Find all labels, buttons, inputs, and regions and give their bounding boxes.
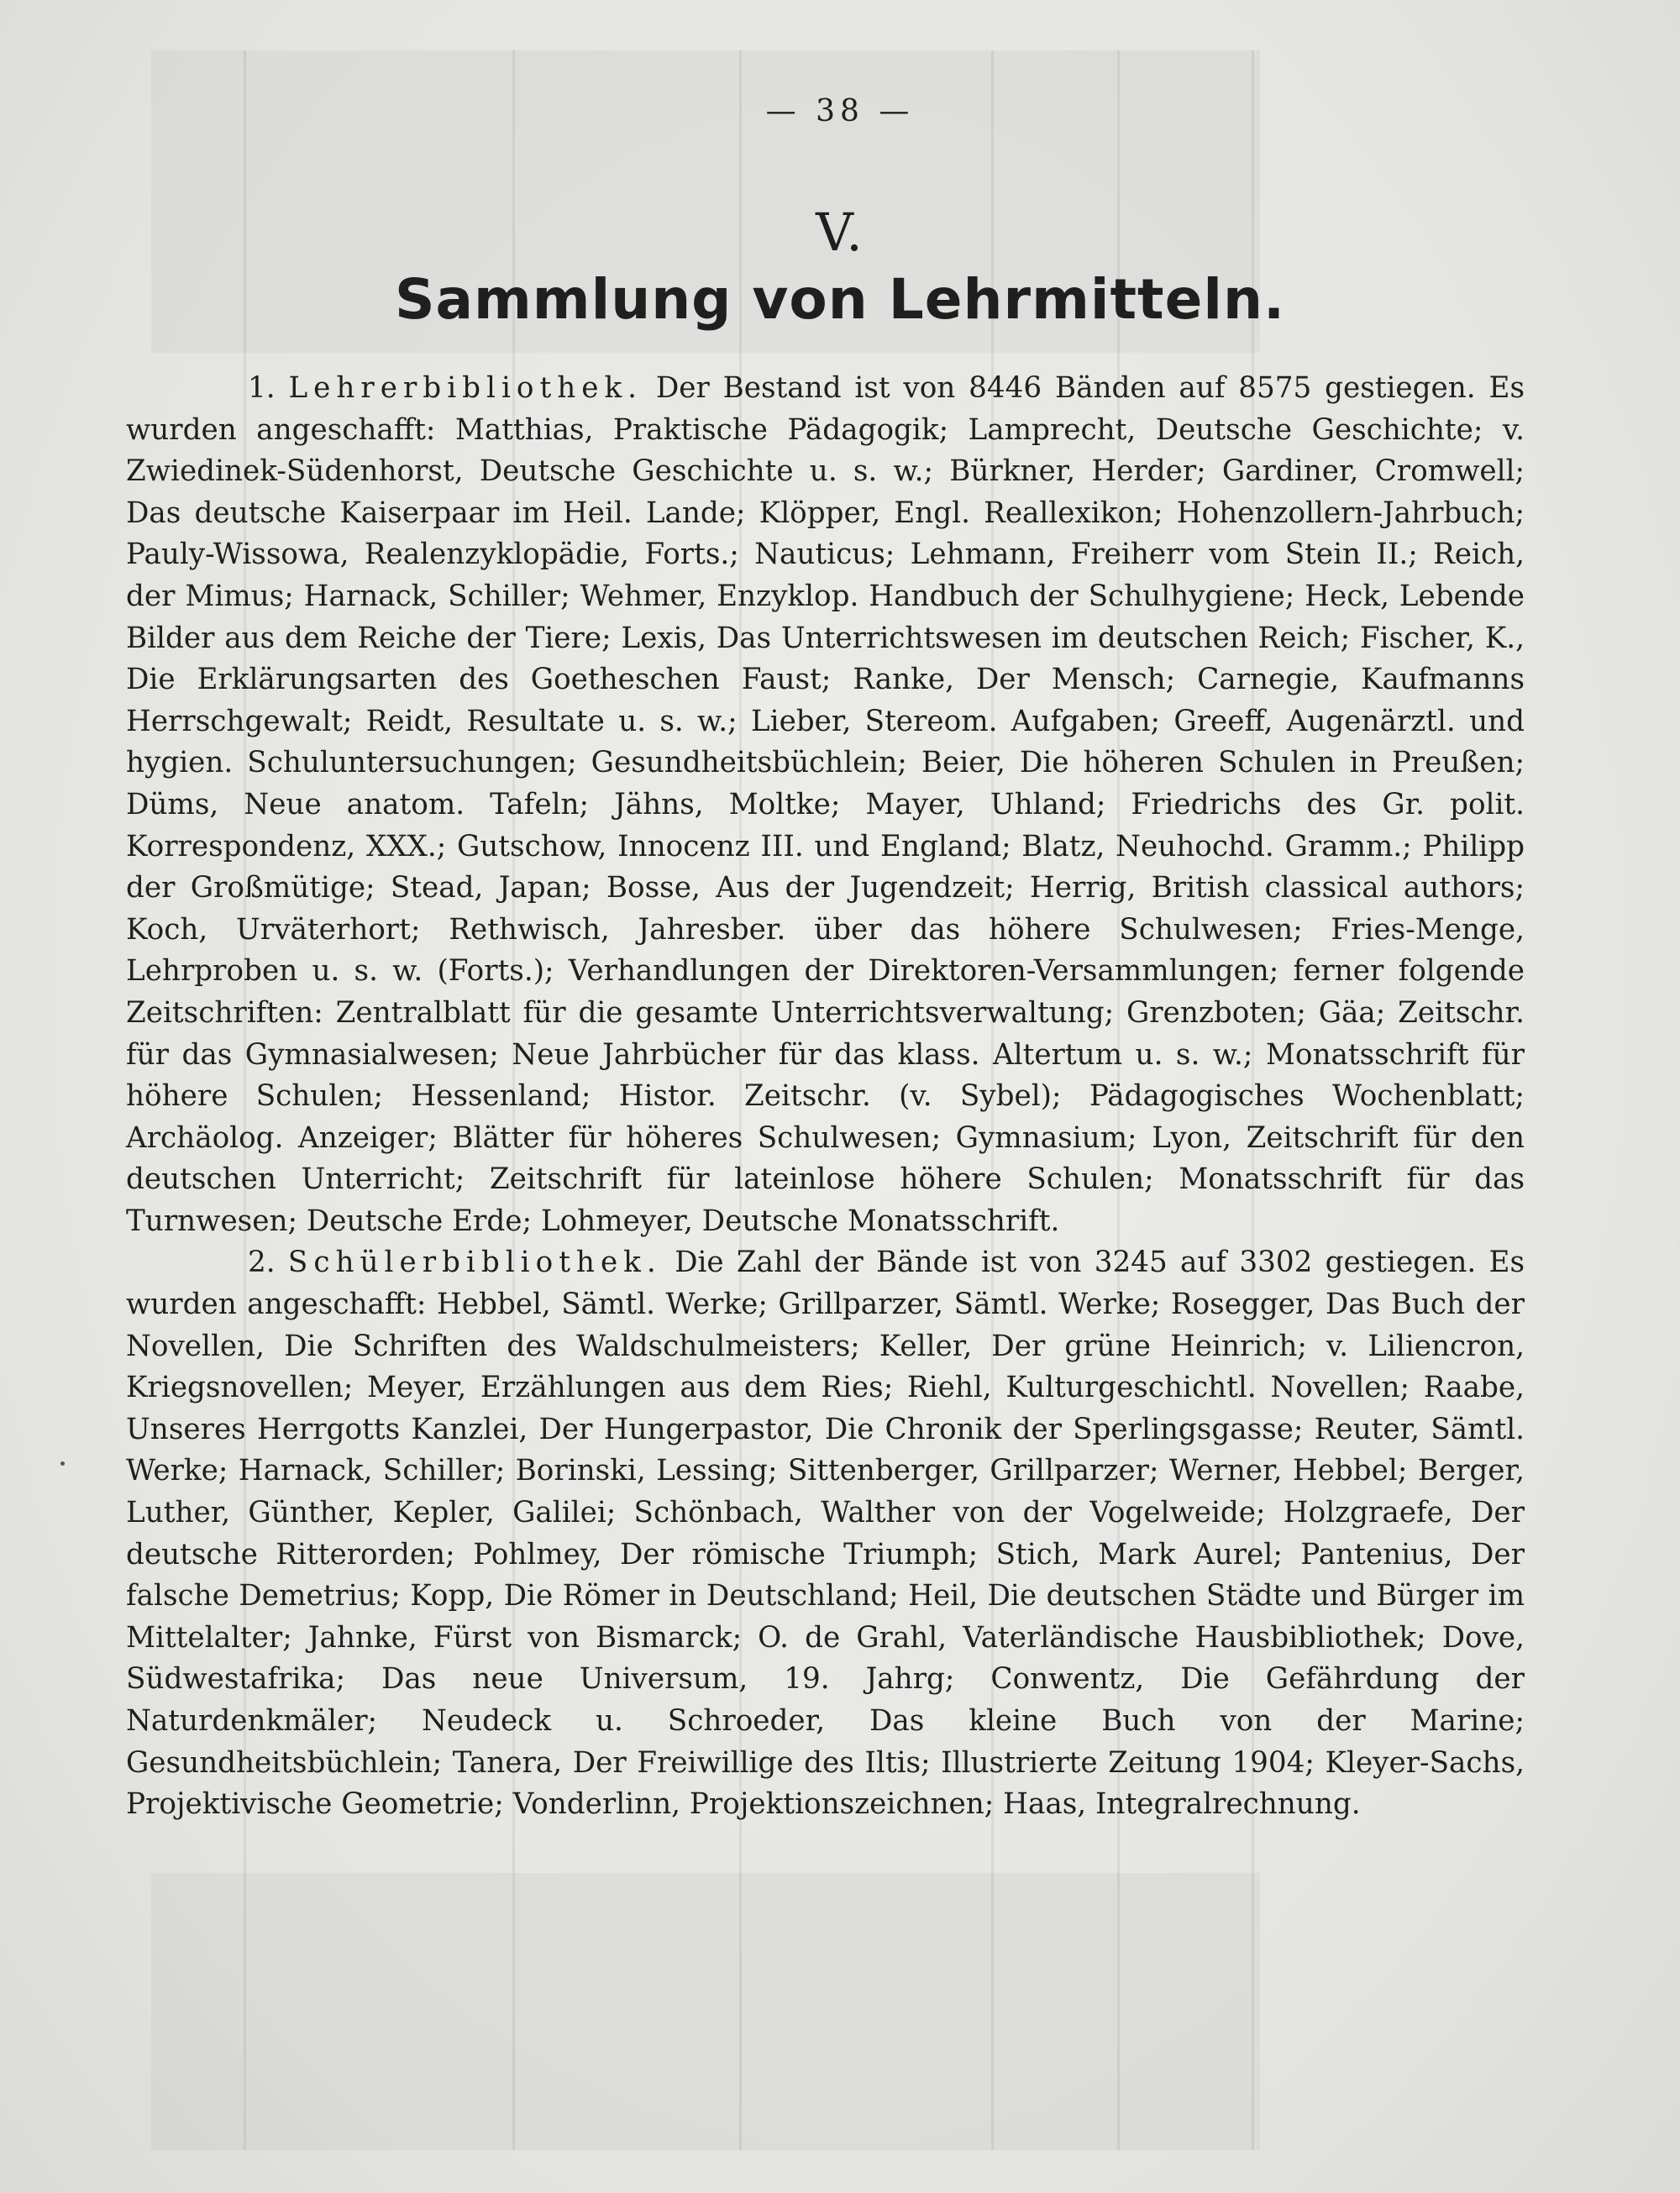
show-through-bottom — [151, 1873, 1260, 2150]
body-text — [126, 368, 1525, 1826]
section-text: Der Bestand ist von 8446 Bänden auf 8575 gestiegen. Es wurden angeschafft: Matthias, Praktische Pädagogik; Lamprecht, Deutsche Geschichte; v. Zwiedinek-Südenhorst, Deutsche Geschichte u. s. w.; Bürkner, Herder; Gardiner, Cromwell; Das deutsche Kaiserpaar im Heil. Lande; Klöpper, Engl. Reallexikon; Hohenzollern-Jahrbuch; Pauly-Wissowa, Realenzyklopädie, Forts.; Nauticus; Lehmann, Freiherr vom Stein II.; Reich, der Mimus; Harnack, Schiller; Wehmer, Enzyklop. Handbuch der Schulhygiene; Heck, Lebende Bilder aus dem Reiche der Tiere; Lexis, Das Unterrichtswesen im deutschen Reich; Fischer, K., Die Erklärungsarten des Goetheschen Faust; Ranke, Der Mensch; Carnegie, Kaufmanns Herrschgewalt; Reidt, Resultate u. s. w.; Lieber, Stereom. Aufgaben; Greeff, Augenärztl. und hygien. Schuluntersuchungen; Gesundheitsbüchlein; Beier, Die höheren Schulen in Preußen; Düms, Neue anatom. Tafeln; Jähns, Moltke; Mayer, Uhland; Friedrichs des Gr. polit. Korrespondenz, XXX.; Gutschow, Innocenz III. und England; Blatz, Neuhochd. Gramm.; Philipp der Großmütige; Stead, Japan; Bosse, Aus der Jugendzeit; Herrig, British classical authors; Koch, Urväterhort; Rethwisch, Jahresber. über das höhere Schulwesen; Fries-Menge, Lehrproben u. s. w. (Forts.); Verhandlungen der Direktoren-Versammlungen; ferner folgende Zeitschriften: Zentralblatt für die gesamte Unterrichtsverwaltung; Grenzboten; Gäa; Zeitschr. für das Gymnasialwesen; Neue Jahrbücher für das klass. Altertum u. s. w.; Monatsschrift für höhere Schulen; Hessenland; Histor. Zeitschr. (v. Sybel); Pädagogisches Wochenblatt; Archäolog. Anzeiger; Blätter für höheres Schulwesen; Gymnasium; Lyon, Zeitschrift für den deutschen Unterricht; Zeitschrift für lateinlose höhere Schulen; Monatsschrift für das Turnwesen; Deutsche Erde; Lohmeyer, Deutsche Monatsschrift. — [126, 371, 1525, 1238]
section-number: 1. — [248, 371, 276, 405]
section-heading: Lehrerbibliothek. — [288, 371, 643, 405]
section-text: Die Zahl der Bände ist von 3245 auf 3302 gestiegen. Es wurden angeschafft: Hebbel, Sämtl. Werke; Grillparzer, Sämtl. Werke; Rosegger, Das Buch der Novellen, Die Schriften des Waldschulmeisters; Keller, Der grüne Heinrich; v. Liliencron, Kriegsnovellen; Meyer, Erzählungen aus dem Ries; Riehl, Kulturgeschichtl. Novellen; Raabe, Unseres Herrgotts Kanzlei, Der Hungerpastor, Die Chronik der Sperlingsgasse; Reuter, Sämtl. Werke; Harnack, Schiller; Borinski, Lessing; Sittenberger, Grillparzer; Werner, Hebbel; Berger, Luther, Günther, Kepler, Galilei; Schönbach, Walther von der Vogelweide; Holzgraefe, Der deutsche Ritterorden; Pohlmey, Der römische Triumph; Stich, Mark Aurel; Pantenius, Der falsche Demetrius; Kopp, Die Römer in Deutschland; Heil, Die deutschen Städte und Bürger im Mittelalter; Jahnke, Fürst von Bismarck; O. de Grahl, Vaterländische Hausbibliothek; Dove, Südwestafrika; Das neue Universum, 19. Jahrg; Conwentz, Die Gefährdung der Naturdenkmäler; Neudeck u. Schroeder, Das kleine Buch von der Marine; Gesundheitsbüchlein; Tanera, Der Freiwillige des Iltis; Illustrierte Zeitung 1904; Kleyer-Sachs, Projektivische Geometrie; Vonderlinn, Projektionszeichnen; Haas, Integralrechnung. — [126, 1246, 1525, 1822]
page-number: — 38 — — [765, 94, 915, 129]
section-lehrerbibliothek — [126, 368, 1525, 1242]
chapter-number: V. — [816, 202, 864, 263]
margin-dot — [60, 1461, 65, 1466]
section-number: 2. — [248, 1246, 276, 1280]
section-heading: Schülerbibliothek. — [287, 1246, 662, 1280]
page-title: Sammlung von Lehrmitteln. — [394, 267, 1286, 332]
section-schuelerbibliothek — [126, 1242, 1525, 1825]
